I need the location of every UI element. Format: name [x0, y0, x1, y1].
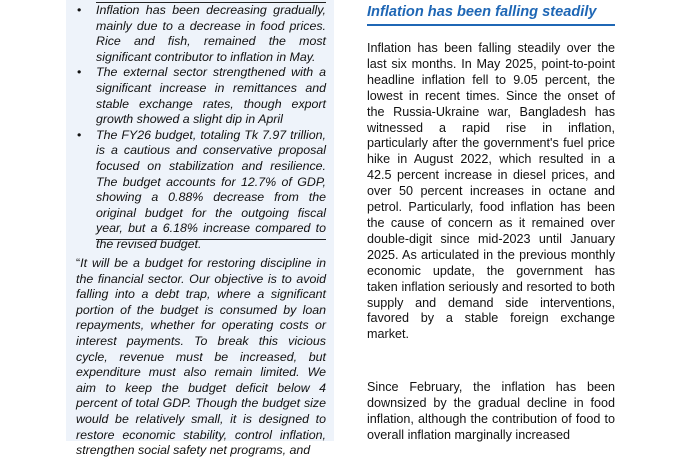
finance-adviser-quote	[76, 256, 326, 459]
bullet-marker: •	[77, 65, 82, 80]
quote-mark: “	[76, 256, 81, 270]
quote-text: It will be a budget for restoring discipline in the financial sector. Our objective is to avoid falling into a debt trap, where a significant portion of the budget is consumed by loan repayments, whether for operating costs or interest payments. To break this vicious cycle, revenue must be increased, but expenditure must also remain limited. We aim to keep the budget deficit below 4 percent of total GDP. Though the budget size would be relatively small, it is designed to restore economic stability, control inflation, strengthen social safety net programs, and	[76, 256, 326, 458]
divider-line	[96, 2, 326, 3]
heading-underline	[367, 24, 615, 26]
highlight-text: Inflation has been decreasing gradually, mainly due to a decrease in food prices. Rice and fish, remained the most significant contributor to inflation in May.	[96, 3, 326, 64]
highlight-text: The external sector strengthened with a significant increase in remittances and stable exchange rates, though export growth showed a slight dip in April	[96, 65, 326, 127]
section-heading: Inflation has been falling steadily	[367, 4, 597, 20]
highlights-panel	[66, 0, 334, 458]
highlight-item	[66, 128, 334, 253]
bullet-marker: •	[77, 3, 82, 17]
highlight-text: The FY26 budget, totaling Tk 7.97 trillion, is a cautious and conservative proposal focused on stabilization and resilience. The budget accounts for 12.7% of GDP, showing a 0.88% decrease from the original budget for the outgoing fiscal year, but a 6.18% increase compared to the revised budget.	[96, 127, 326, 251]
highlight-item	[66, 3, 334, 65]
article-paragraph: Inflation has been falling steadily over the last six months. In May 2025, point-to-point headline inflation fell to 9.05 percent, the lowest in recent times. Since the onset of the Russia-Ukraine war, Bangladesh has witnessed a rapid rise in inflation, particularly after the government's fuel price hike in August 2022, which resulted in a 42.5 percent increase in diesel prices, and over 50 percent increases in octane and petrol. Particularly, food inflation has been the cause of concern as it remained over double-digit since mid-2023 until January 2025. As articulated in the previous monthly economic update, the government has taken inflation seriously and resorted to both supply and demand side interventions, favored by a stable foreign exchange market.	[367, 41, 615, 342]
article-paragraph: Since February, the inflation has been downsized by the gradual decline in food inflation, although the contribution of food to overall inflation marginally increased	[367, 380, 615, 442]
divider-line	[96, 239, 326, 240]
highlights-list	[66, 3, 334, 253]
bullet-marker: •	[77, 127, 82, 142]
highlight-item	[66, 65, 334, 127]
